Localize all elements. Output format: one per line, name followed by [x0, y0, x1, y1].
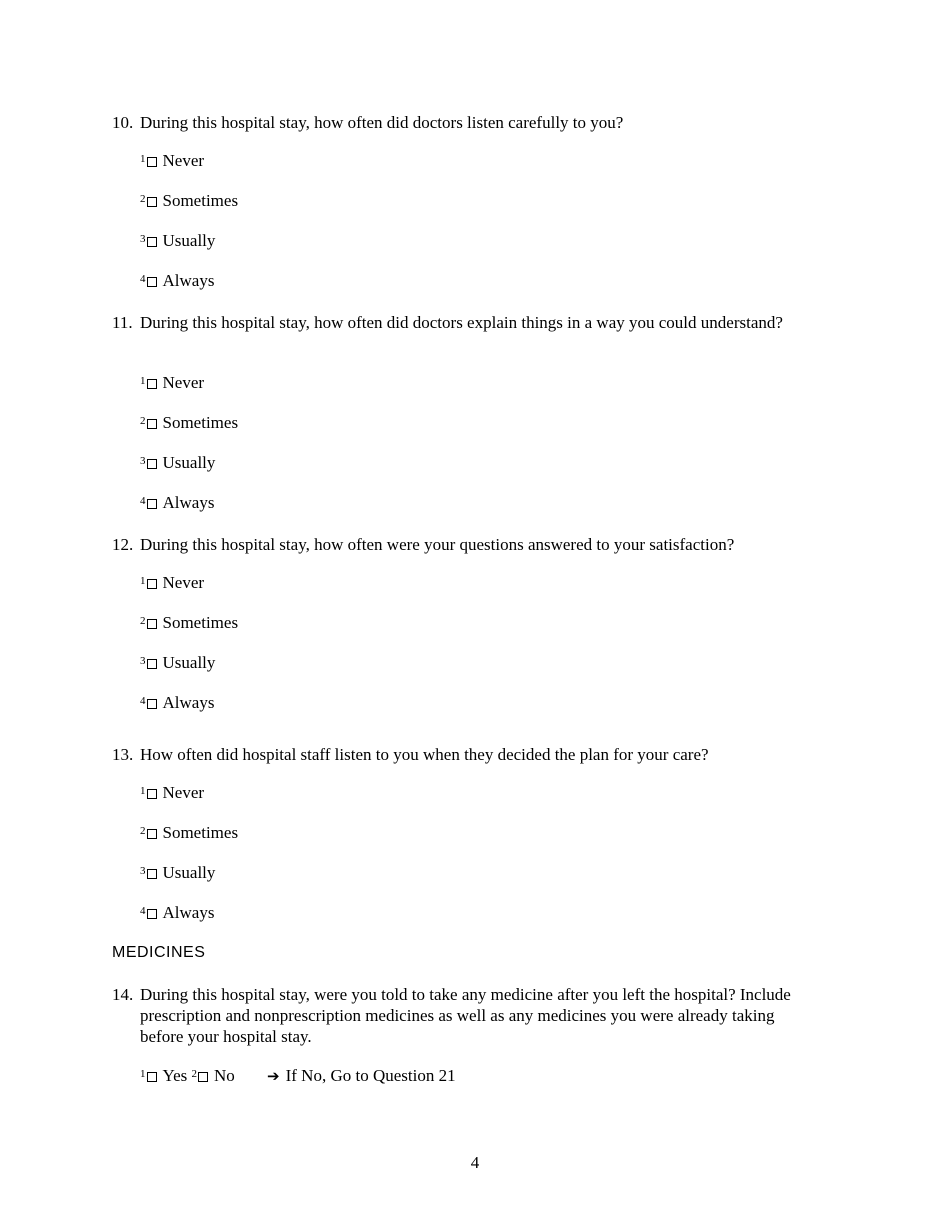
option-always[interactable]	[140, 493, 214, 513]
option-never[interactable]	[140, 573, 204, 593]
question-text: During this hospital stay, were you told to take any medicine after you left the hospital? Include prescription and nonprescription medicines as well as any medicines you were already taking before your hospital stay.	[140, 985, 791, 1046]
option-code: 1	[140, 153, 146, 165]
option-sometimes[interactable]	[140, 823, 238, 843]
option-label: Usually	[162, 653, 216, 672]
checkbox-icon[interactable]	[147, 277, 157, 287]
option-label: Usually	[162, 863, 216, 882]
option-yes[interactable]	[140, 1066, 187, 1085]
question-number: 12.	[112, 535, 134, 554]
checkbox-icon[interactable]	[198, 1072, 208, 1082]
option-label: Yes	[162, 1066, 188, 1085]
checkbox-icon[interactable]	[147, 829, 157, 839]
question-14	[112, 984, 802, 1047]
checkbox-icon[interactable]	[147, 379, 157, 389]
option-code: 2	[140, 615, 146, 627]
checkbox-icon[interactable]	[147, 237, 157, 247]
option-sometimes[interactable]	[140, 191, 238, 211]
option-always[interactable]	[140, 693, 214, 713]
option-code: 2	[140, 193, 146, 205]
option-code: 1	[140, 785, 146, 797]
option-label: Never	[162, 151, 205, 170]
option-no[interactable]	[192, 1066, 235, 1085]
option-never[interactable]	[140, 783, 204, 803]
question-13	[112, 744, 832, 765]
question-text: How often did hospital staff listen to you when they decided the plan for your care?	[140, 745, 709, 764]
option-label: Always	[162, 693, 215, 712]
option-never[interactable]	[140, 373, 204, 393]
option-label: Sometimes	[162, 613, 239, 632]
checkbox-icon[interactable]	[147, 499, 157, 509]
page-number: 4	[470, 1153, 480, 1172]
option-always[interactable]	[140, 903, 214, 923]
section-heading-medicines: MEDICINES	[112, 944, 206, 961]
option-code: 3	[140, 655, 146, 667]
option-label: Never	[162, 573, 205, 592]
question-number: 13.	[112, 745, 134, 764]
option-label: Always	[162, 271, 215, 290]
checkbox-icon[interactable]	[147, 197, 157, 207]
question-10	[112, 112, 812, 133]
yes-no-row	[140, 1066, 456, 1086]
question-text: During this hospital stay, how often were your questions answered to your satisfaction?	[140, 535, 735, 554]
option-sometimes[interactable]	[140, 613, 238, 633]
option-code: 3	[140, 455, 146, 467]
option-label: Sometimes	[162, 413, 239, 432]
option-code: 2	[191, 1068, 197, 1080]
question-text: During this hospital stay, how often did doctors explain things in a way you could understand?	[140, 313, 783, 332]
option-label: Always	[162, 493, 215, 512]
option-label: Usually	[162, 453, 216, 472]
checkbox-icon[interactable]	[147, 419, 157, 429]
question-12	[112, 534, 832, 555]
option-usually[interactable]	[140, 453, 215, 473]
option-label: Sometimes	[162, 823, 239, 842]
checkbox-icon[interactable]	[147, 789, 157, 799]
option-code: 3	[140, 233, 146, 245]
checkbox-icon[interactable]	[147, 909, 157, 919]
checkbox-icon[interactable]	[147, 157, 157, 167]
option-usually[interactable]	[140, 231, 215, 251]
checkbox-icon[interactable]	[147, 1072, 157, 1082]
option-code: 4	[140, 905, 146, 917]
checkbox-icon[interactable]	[147, 579, 157, 589]
right-arrow-icon: ➔	[267, 1067, 280, 1085]
option-label: Always	[162, 903, 215, 922]
skip-instruction: If No, Go to Question 21	[285, 1066, 456, 1085]
option-usually[interactable]	[140, 653, 215, 673]
option-code: 4	[140, 273, 146, 285]
checkbox-icon[interactable]	[147, 869, 157, 879]
question-number: 10.	[112, 113, 134, 132]
checkbox-icon[interactable]	[147, 699, 157, 709]
option-usually[interactable]	[140, 863, 215, 883]
option-code: 4	[140, 495, 146, 507]
question-text: During this hospital stay, how often did doctors listen carefully to you?	[140, 113, 624, 132]
option-sometimes[interactable]	[140, 413, 238, 433]
option-never[interactable]	[140, 151, 204, 171]
option-code: 1	[140, 575, 146, 587]
option-code: 1	[140, 375, 146, 387]
option-label: No	[214, 1066, 235, 1085]
option-code: 4	[140, 695, 146, 707]
checkbox-icon[interactable]	[147, 659, 157, 669]
question-number: 14.	[112, 985, 134, 1004]
question-number: 11.	[112, 313, 133, 332]
checkbox-icon[interactable]	[147, 619, 157, 629]
option-code: 2	[140, 415, 146, 427]
option-label: Sometimes	[162, 191, 239, 210]
option-code: 1	[140, 1068, 146, 1080]
checkbox-icon[interactable]	[147, 459, 157, 469]
question-11	[112, 312, 812, 333]
option-label: Never	[162, 783, 205, 802]
option-code: 2	[140, 825, 146, 837]
option-label: Never	[162, 373, 205, 392]
option-always[interactable]	[140, 271, 214, 291]
option-code: 3	[140, 865, 146, 877]
option-label: Usually	[162, 231, 216, 250]
